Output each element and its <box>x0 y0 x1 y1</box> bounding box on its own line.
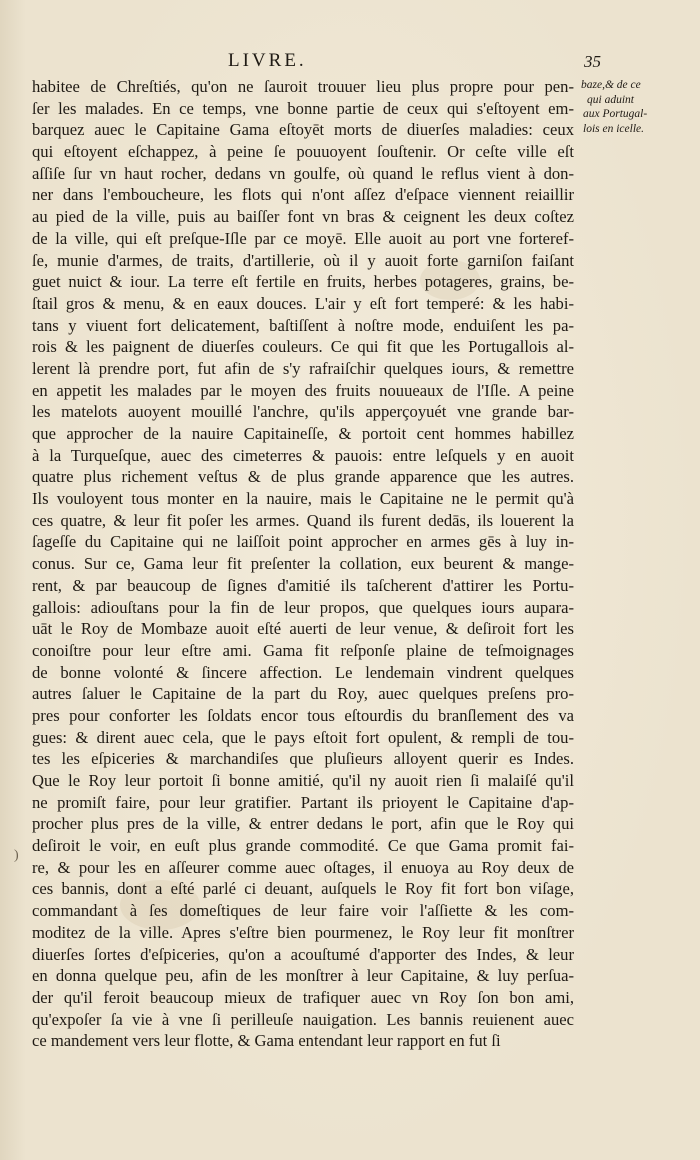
text-line: rent, & par beaucoup de ſignes d'amitié ils taſcherent d'attirer les Portu- <box>32 575 574 595</box>
text-line: lerent là prendre port, fut afin de s'y rafraiſchir quelques iours, & remettre <box>32 358 574 378</box>
margin-note-line: baze,& de ce <box>581 79 641 91</box>
text-line: gallois: adiouſtans pour la fin de leur propos, que quelques iours aupara- <box>32 597 574 617</box>
text-line: guet nuict & iour. La terre eſt fertile en fruits, herbes potageres, grains, be- <box>32 272 574 292</box>
text-line: habitee de Chreſtiés, qu'on ne ſauroit trouuer lieu plus propre pour pen- <box>32 77 574 96</box>
text-line: diuerſes ſortes d'eſpiceries, qu'on a acouſtumé d'apporter des Indes, & leur <box>32 944 574 964</box>
text-line: ces bannis, dont a eſté parlé ci deuant, auſquels le Roy fit fort bon viſage, <box>32 879 574 899</box>
text-line: qui eſtoyent eſchappez, à peine ſe pouuoyent ſouſtenir. Or ceſte ville eſt <box>32 142 574 162</box>
text-line: quatre plus richement veſtus & de plus grande apparence que les autres. <box>32 467 574 487</box>
text-line: barquez auec le Capitaine Gama eſtoyēt morts de diuerſes maladies: ceux <box>32 120 574 140</box>
text-line: deſiroit le voir, en euſt plus grande commodité. Ce que Gama promit fai- <box>32 836 574 856</box>
margin-note <box>581 78 691 136</box>
text-line: commandant à ſes domeſtiques de leur faire voir l'aſſiette & les com- <box>32 901 574 921</box>
text-line: autres ſaluer le Capitaine de la part du Roy, auec quelques preſens pro- <box>32 684 574 704</box>
text-line: de bonne volonté & ſincere affection. Le lendemain vindrent quelques <box>32 662 574 682</box>
text-line: ner dans l'emboucheure, les flots qui n'ont aſſez d'eſpace viennent reiaillir <box>32 185 574 205</box>
page-number: 35 <box>584 52 601 71</box>
text-line: gues: & dirent auec cela, que le pays eſtoit fort opulent, & rempli de tou- <box>32 727 574 747</box>
margin-note-line: lois en icelle. <box>583 122 644 135</box>
text-line: les matelots auoyent mouillé l'anchre, qu'ils apperçoyuét vne grande bar- <box>32 402 574 422</box>
text-line: de la ville, qui eſt preſque-Iſle par ce moyē. Elle auoit au port vne forteref- <box>32 228 574 248</box>
text-line: ne promiſt faire, pour leur gratifier. Partant ils prioyent le Capitaine d'ap- <box>32 792 574 812</box>
running-head: LIVRE. <box>228 50 307 71</box>
text-line: rois & les paignent de diuerſes couleurs. Ce qui fit que les Portugallois al- <box>32 337 574 357</box>
text-line: qu'expoſer ſa vie à vne ſi perilleuſe nauigation. Les bannis reuienent auec <box>32 1009 574 1029</box>
page-header <box>0 50 700 74</box>
text-line: ces quatre, & leur fit poſer les armes. Quand ils furent dedās, ils louerent la <box>32 510 574 530</box>
text-line: tes les eſpiceries & marchandiſes que pluſieurs alloyent querir es Indes. <box>32 749 574 769</box>
text-line: conus. Sur ce, Gama leur fit preſenter la collation, eux beurent & mange- <box>32 554 574 574</box>
text-line: tans y viuent fort delicatement, baſtiſſent à noſtre mode, enduiſent les pa- <box>32 315 574 335</box>
text-line: en donna quelque peu, afin de les monſtrer à leur Capitaine, & luy perſua- <box>32 966 574 986</box>
text-line: que approcher de la nauire Capitaineſſe, & portoit cent hommes habillez <box>32 424 574 443</box>
text-line: ſer les malades. En ce temps, vne bonne partie de ceux qui s'eſtoyent em- <box>32 98 574 118</box>
text-line: ce mandement vers leur flotte, & Gama entendant leur rapport en fut ſi <box>32 1031 501 1051</box>
margin-note-line: aux Portugal- <box>583 108 648 120</box>
text-line: uāt le Roy de Mombaze auoit eſté auerti de leur venue, & deſiroit fort les <box>32 619 574 639</box>
text-line: Que le Roy leur portoit ſi bonne amitié, qu'il ny auoit rien ſi malaiſé qu'il <box>32 771 574 790</box>
text-line: ſe, munie d'armes, de traits, d'artillerie, où il y auoit forte garniſon faiſant <box>32 250 574 270</box>
text-line: Ils vouloyent tous monter en la nauire, mais le Capitaine ne le permit qu'à <box>32 489 574 509</box>
text-line: re, & pour les en aſſeurer comme auec oſtages, il enuoya au Roy deux de <box>32 857 574 877</box>
body-text <box>32 76 574 1052</box>
text-line: moditez de la ville. Apres s'eſtre bien pourmenez, le Roy leur fit monſtrer <box>32 922 574 942</box>
text-line: au pied de la ville, puis au baiſſer font vn bras & ceignent les deux coſtez <box>32 207 574 227</box>
margin-mark: ) <box>14 848 19 863</box>
text-line: aſſiſe ſur vn haut rocher, dedans vn goulfe, où quand le reflus vient à don- <box>32 163 574 183</box>
text-line: der qu'il feroit beaucoup mieux de trafiquer auec vn Roy ſon bon ami, <box>32 987 574 1007</box>
text-line: conoiſtre pour leur eſtre ami. Gama fit reſponſe plaine de teſmoignages <box>32 640 574 660</box>
text-line: en appetit les malades par le moyen des fruits nouueaux de l'Iſle. A peine <box>32 380 574 400</box>
margin-note-line: qui aduint <box>587 93 634 106</box>
text-line: pres pour conforter les ſoldats encor tous eſtourdis du branſlement des va <box>32 705 574 725</box>
text-line: ſageſſe du Capitaine qui ne laiſſoit point approcher en armes gēs à luy in- <box>32 532 574 552</box>
text-line: procher plus pres de la ville, & entrer dedans le port, afin que le Roy qui <box>32 814 574 834</box>
text-line: à la Turqueſque, auec des cimeterres & pauois: entre leſquels y en auoit <box>32 445 574 465</box>
text-line: ſtail gros & menu, & en eaux douces. L'air y eſt fort temperé: & les habi- <box>32 293 574 313</box>
